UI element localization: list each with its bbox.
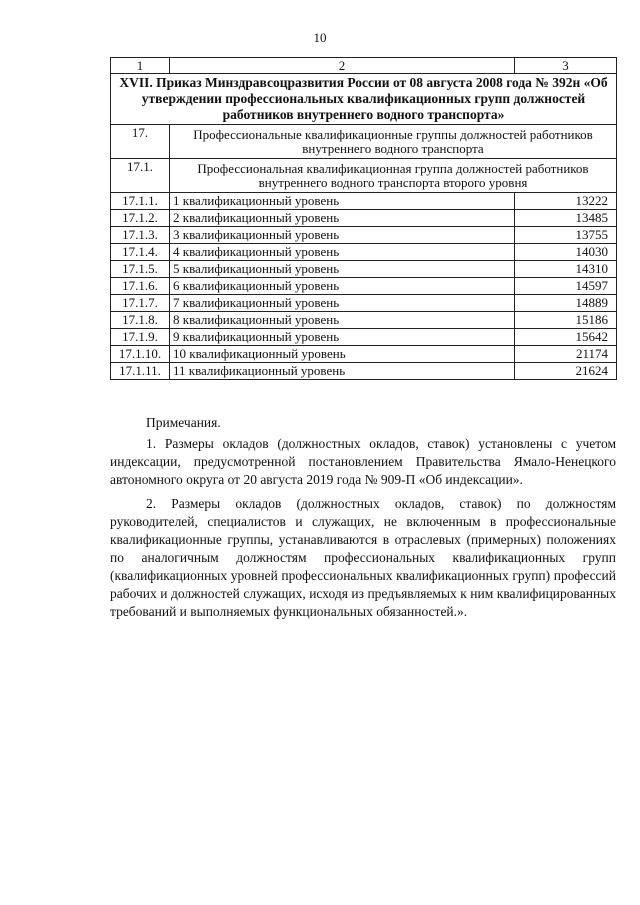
level-number: 17.1.3. <box>111 227 170 244</box>
level-salary: 21174 <box>515 346 617 363</box>
level-number: 17.1.2. <box>111 210 170 227</box>
level-number: 17.1.5. <box>111 261 170 278</box>
level-label: 7 квалификационный уровень <box>170 295 515 312</box>
group-title: Профессиональные квалификационные группы должностей работников внутреннего водного транспорта <box>170 125 617 159</box>
table-row <box>111 193 617 210</box>
table-header-row <box>111 58 617 74</box>
level-number: 17.1.10. <box>111 346 170 363</box>
level-number: 17.1.4. <box>111 244 170 261</box>
level-label: 1 квалификационный уровень <box>170 193 515 210</box>
level-number: 17.1.6. <box>111 278 170 295</box>
level-salary: 13485 <box>515 210 617 227</box>
level-label: 2 квалификационный уровень <box>170 210 515 227</box>
table-row <box>111 261 617 278</box>
group-row <box>111 159 617 193</box>
level-salary: 21624 <box>515 363 617 380</box>
level-salary: 14030 <box>515 244 617 261</box>
level-salary: 14597 <box>515 278 617 295</box>
note-paragraph: 2. Размеры окладов (должностных окладов, ставок) по должностям руководителей, специалистов и служащих, не включенным в профессиональные квалификационные группы, устанавливаются в отраслевых (примерных) положениях по аналогичным должностям профессиональных квалификационных групп (квалификационных уровней профессиональных квалификационных групп) профессий рабочих и должностей служащих, исходя из предъявляемых к ним квалифицированных требований и выполняемых функциональных обязанностей.». <box>110 496 616 619</box>
level-number: 17.1.9. <box>111 329 170 346</box>
level-label: 6 квалификационный уровень <box>170 278 515 295</box>
level-number: 17.1.7. <box>111 295 170 312</box>
section-title-row <box>111 74 617 125</box>
level-label: 11 квалификационный уровень <box>170 363 515 380</box>
group-number: 17. <box>111 125 170 159</box>
level-salary: 13755 <box>515 227 617 244</box>
group-row <box>111 125 617 159</box>
level-label: 8 квалификационный уровень <box>170 312 515 329</box>
note-paragraph: 1. Размеры окладов (должностных окладов, ставок) установлены с учетом индексации, предусмотренной постановлением Правительства Ямало-Ненецкого автономного округа от 20 августа 2019 года № 909-П «Об индексации». <box>110 436 616 487</box>
table-row <box>111 210 617 227</box>
level-number: 17.1.11. <box>111 363 170 380</box>
salary-table <box>110 57 617 380</box>
page-number: 10 <box>313 30 327 45</box>
group-title: Профессиональная квалификационная группа должностей работников внутреннего водного транспорта второго уровня <box>170 159 617 193</box>
table-row <box>111 295 617 312</box>
level-label: 3 квалификационный уровень <box>170 227 515 244</box>
table-row <box>111 244 617 261</box>
level-label: 5 квалификационный уровень <box>170 261 515 278</box>
table-row <box>111 227 617 244</box>
level-number: 17.1.8. <box>111 312 170 329</box>
level-salary: 14310 <box>515 261 617 278</box>
table-row <box>111 363 617 380</box>
table-row <box>111 346 617 363</box>
level-label: 10 квалификационный уровень <box>170 346 515 363</box>
table-row <box>111 312 617 329</box>
section-title: XVII. Приказ Минздравсоцразвития России от 08 августа 2008 года № 392н «Об утверждении профессиональных квалификационных групп должностей работников внутреннего водного транспорта» <box>111 74 617 125</box>
level-salary: 14889 <box>515 295 617 312</box>
table-row <box>111 329 617 346</box>
level-label: 4 квалификационный уровень <box>170 244 515 261</box>
level-salary: 13222 <box>515 193 617 210</box>
level-number: 17.1.1. <box>111 193 170 210</box>
notes-section <box>110 414 616 627</box>
table-row <box>111 278 617 295</box>
column-number-2: 2 <box>170 58 515 74</box>
level-salary: 15186 <box>515 312 617 329</box>
notes-title: Примечания. <box>146 415 221 430</box>
column-number-1: 1 <box>111 58 170 74</box>
group-number: 17.1. <box>111 159 170 193</box>
level-salary: 15642 <box>515 329 617 346</box>
column-number-3: 3 <box>515 58 617 74</box>
level-label: 9 квалификационный уровень <box>170 329 515 346</box>
